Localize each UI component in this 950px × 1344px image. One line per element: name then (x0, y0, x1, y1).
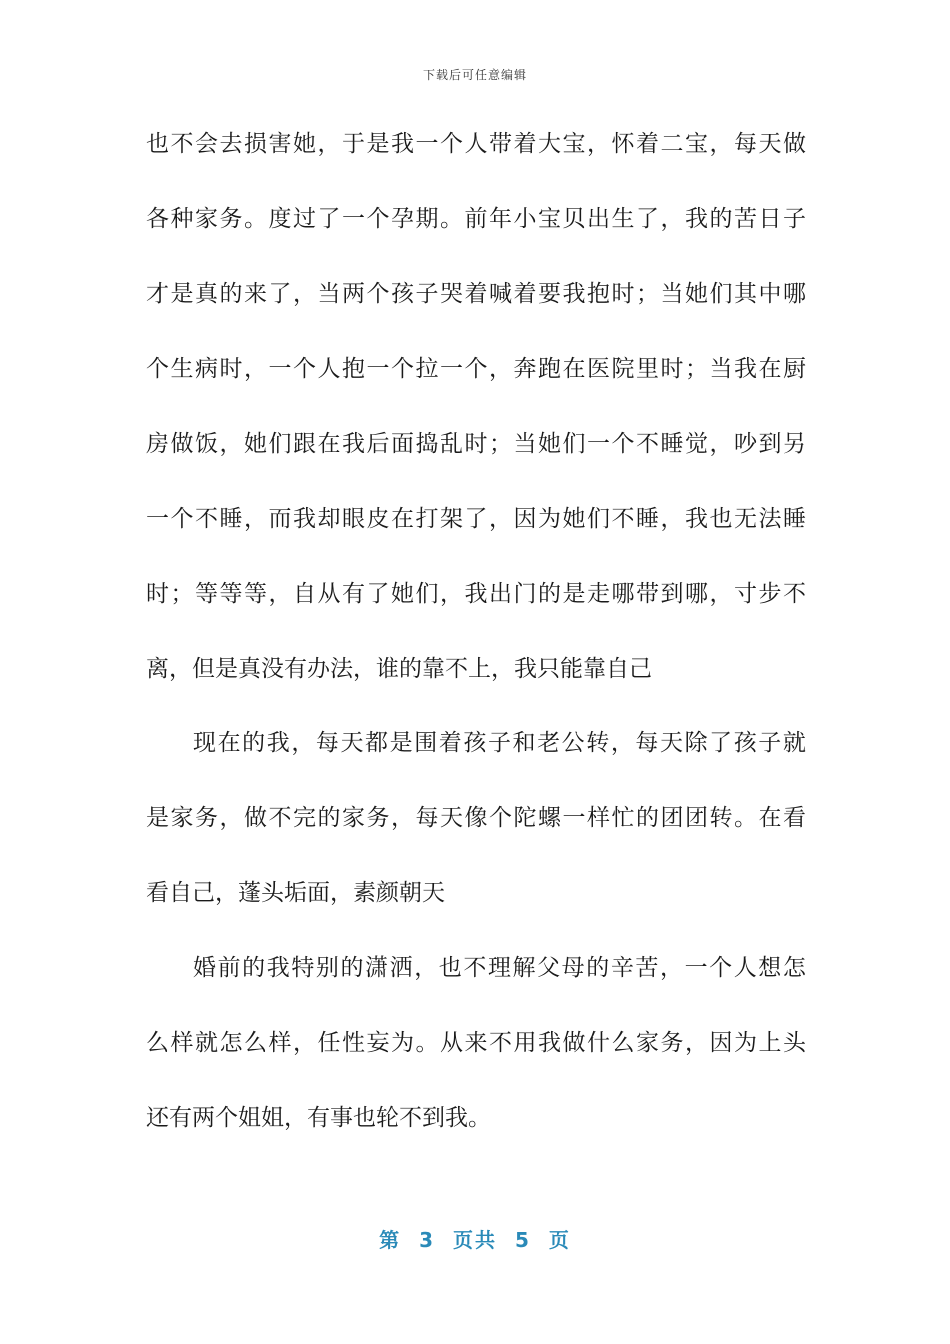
text-line: 么 样 就 怎 么 样 ， 任 性 妄 为 。 从 来 不 用 我 做 什 么 家 务 ， 因 为 上 头 (146, 1030, 806, 1056)
text-line: 一 个 不 睡 ， 而 我 却 眼 皮 在 打 架 了 ， 因 为 她 们 不 睡 ， 我 也 无 法 睡 (146, 506, 806, 532)
page-header: 下载后可任意编辑 (422, 68, 527, 82)
text-line: 还有两个姐姐，有事也轮不到我。 (146, 1105, 491, 1131)
page-footer (0, 1224, 950, 1253)
footer-suffix: 页 (548, 1228, 571, 1252)
text-line: 现 在 的 我 ， 每 天 都 是 围 着 孩 子 和 老 公 转 ， 每 天 除 了 孩 子 就 (193, 730, 806, 756)
text-line: 离，但是真没有办法，谁的靠不上，我只能靠自己 (146, 656, 652, 682)
text-line: 也 不 会 去 损 害 她 ， 于 是 我 一 个 人 带 着 大 宝 ， 怀 着 二 宝 ， 每 天 做 (146, 131, 806, 157)
text-line: 婚 前 的 我 特 别 的 潇 洒 ， 也 不 理 解 父 母 的 辛 苦 ， 一 个 人 想 怎 (193, 955, 806, 981)
footer-middle: 页共 (453, 1228, 497, 1252)
text-line: 才 是 真 的 来 了 ， 当 两 个 孩 子 哭 着 喊 着 要 我 抱 时 ； 当 她 们 其 中 哪 (146, 281, 806, 307)
text-line: 各 种 家 务 。 度 过 了 一 个 孕 期 。 前 年 小 宝 贝 出 生 了 ， 我 的 苦 日 子 (146, 206, 806, 232)
text-line: 看自己，蓬头垢面，素颜朝天 (146, 880, 445, 906)
text-line: 个 生 病 时 ， 一 个 人 抱 一 个 拉 一 个 ， 奔 跑 在 医 院 里 时 ； 当 我 在 厨 (146, 356, 806, 382)
footer-prefix: 第 (379, 1228, 402, 1252)
text-line: 是 家 务 ， 做 不 完 的 家 务 ， 每 天 像 个 陀 螺 一 样 忙 的 团 团 转 。 在 看 (146, 805, 806, 831)
current-page-number: 3 (419, 1228, 435, 1252)
text-line: 时 ； 等 等 等 ， 自 从 有 了 她 们 ， 我 出 门 的 是 走 哪 带 到 哪 ， 寸 步 不 (146, 581, 806, 607)
total-page-number: 5 (515, 1228, 531, 1252)
text-line: 房 做 饭 ， 她 们 跟 在 我 后 面 捣 乱 时 ； 当 她 们 一 个 不 睡 觉 ， 吵 到 另 (146, 431, 806, 457)
